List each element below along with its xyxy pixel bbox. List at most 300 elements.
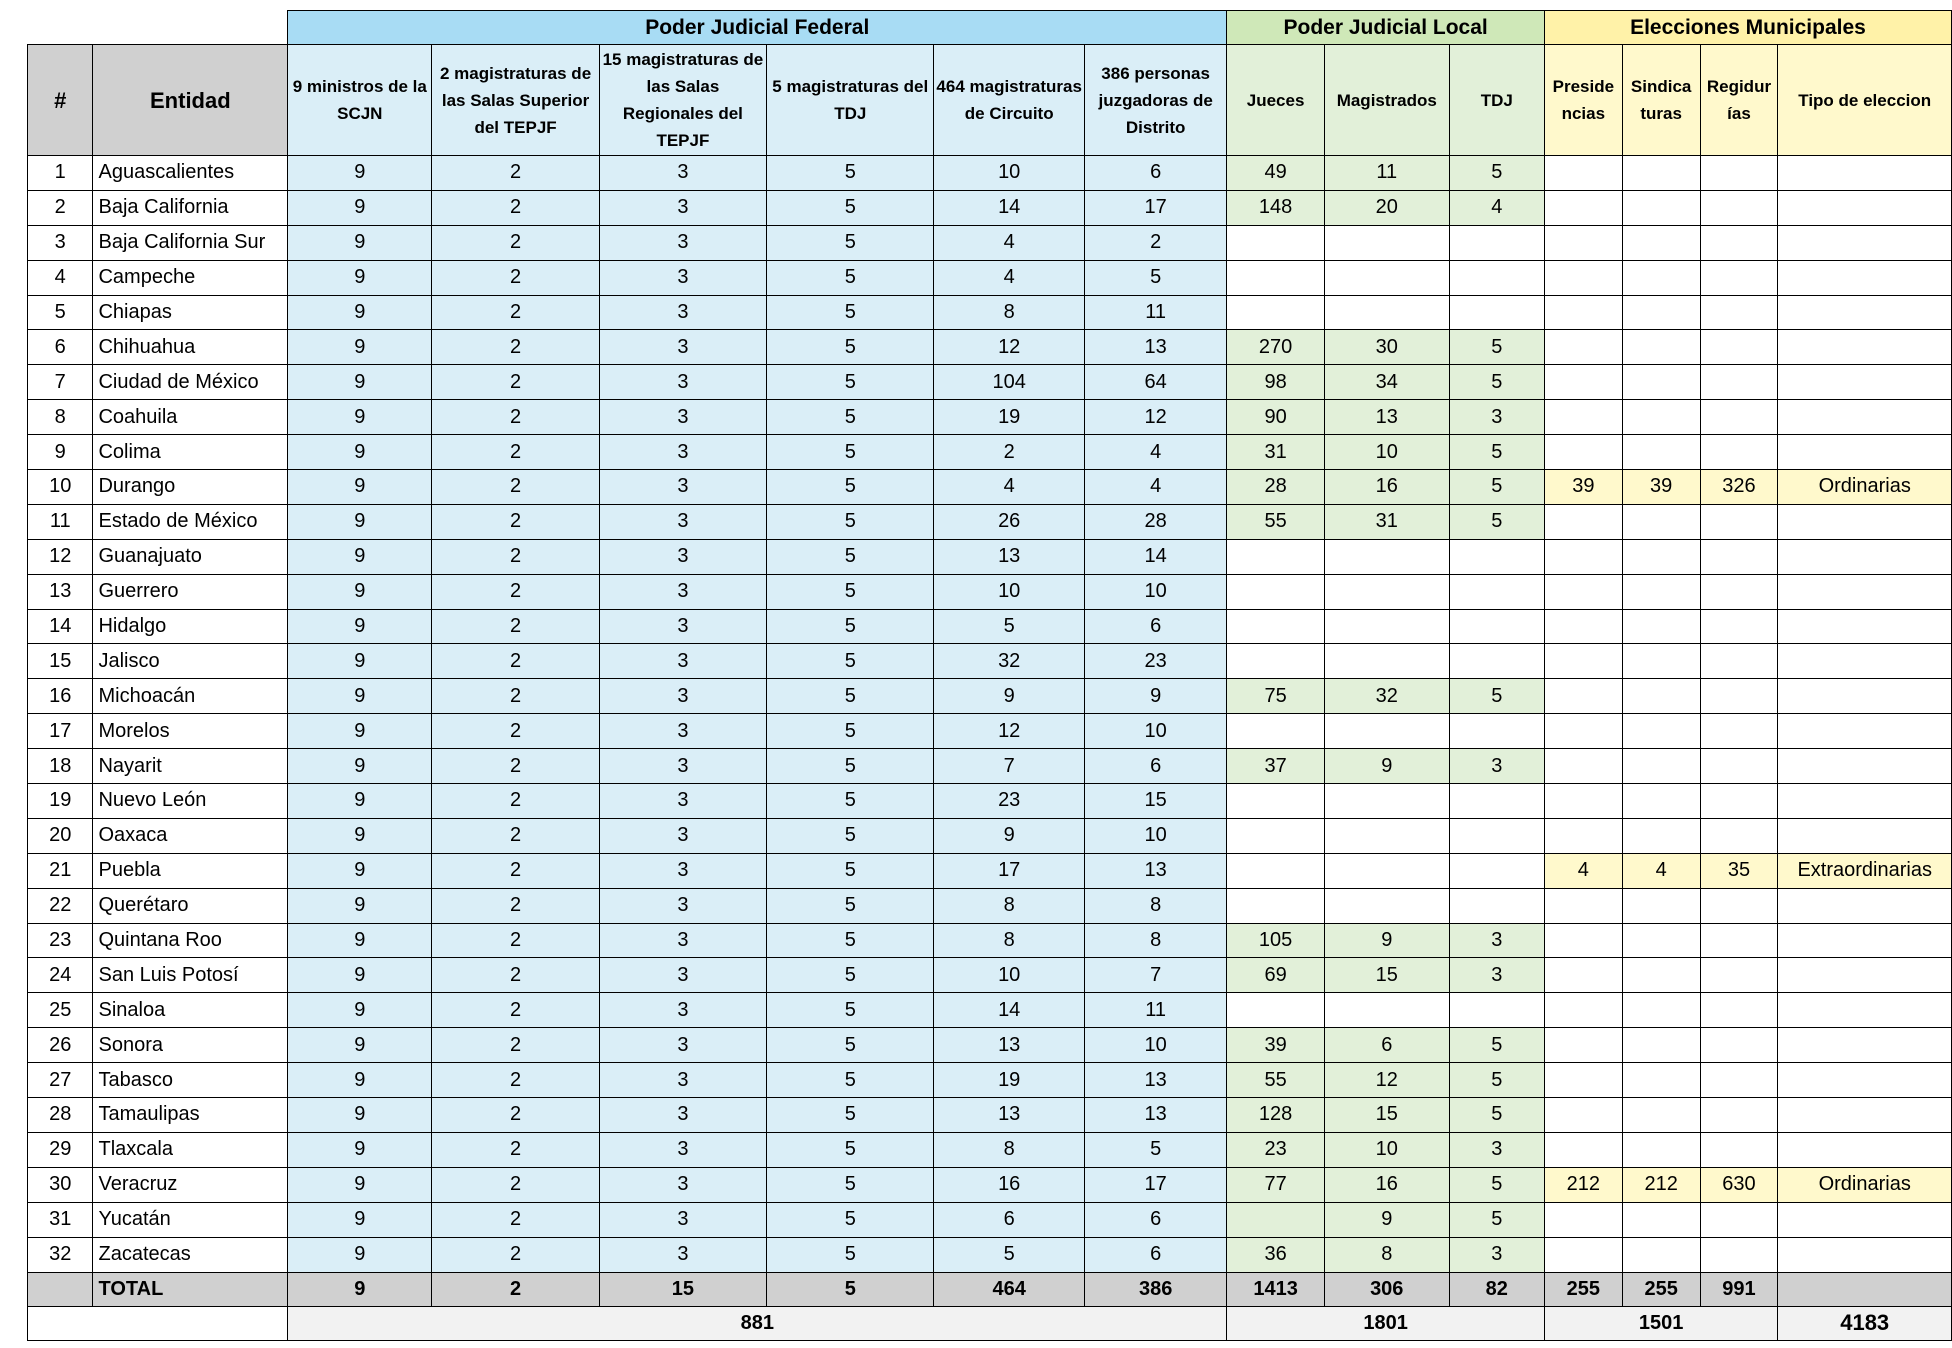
- table-cell: 39: [1227, 1028, 1325, 1063]
- row-number-cell: 17: [28, 714, 93, 749]
- table-cell: 5: [767, 504, 934, 539]
- table-cell: 9: [288, 295, 432, 330]
- entidad-cell: Guerrero: [93, 574, 288, 609]
- table-cell: 10: [934, 574, 1085, 609]
- table-cell: 9: [1324, 1202, 1449, 1237]
- table-cell: [1700, 784, 1778, 819]
- table-cell: 5: [767, 295, 934, 330]
- row-number-cell: 5: [28, 295, 93, 330]
- table-cell: 5: [1449, 1063, 1544, 1098]
- table-cell: 5: [767, 330, 934, 365]
- table-row: [28, 853, 1952, 888]
- table-cell: 2: [432, 958, 599, 993]
- table-cell: 9: [288, 156, 432, 191]
- header-regionales: 15 magistraturas de las Salas Regionales del TEPJF: [599, 45, 766, 156]
- table-row: [28, 295, 1952, 330]
- table-cell: [1544, 923, 1622, 958]
- entidad-cell: Tabasco: [93, 1063, 288, 1098]
- table-cell: [1700, 1098, 1778, 1133]
- table-cell: [1544, 609, 1622, 644]
- table-cell: [1700, 888, 1778, 923]
- table-cell: 5: [767, 1028, 934, 1063]
- table-cell: [1700, 156, 1778, 191]
- table-cell: [1622, 749, 1700, 784]
- table-cell: 5: [767, 1098, 934, 1133]
- table-cell: [1622, 1028, 1700, 1063]
- table-cell: [1449, 993, 1544, 1028]
- header-tdj-local: TDJ: [1449, 45, 1544, 156]
- table-cell: 16: [934, 1167, 1085, 1202]
- table-cell: [1778, 225, 1952, 260]
- table-cell: [1544, 156, 1622, 191]
- table-cell: [1449, 295, 1544, 330]
- table-cell: 104: [934, 365, 1085, 400]
- table-cell: 2: [432, 923, 599, 958]
- table-cell: 5: [767, 1237, 934, 1272]
- table-cell: 9: [288, 853, 432, 888]
- table-cell: 31: [1227, 435, 1325, 470]
- table-row: [28, 609, 1952, 644]
- table-cell: [1700, 504, 1778, 539]
- entidad-cell: Zacatecas: [93, 1237, 288, 1272]
- table-cell: 9: [288, 714, 432, 749]
- header-num: #: [28, 45, 93, 156]
- table-cell: 10: [1324, 435, 1449, 470]
- summary-grand-total: 4183: [1778, 1306, 1952, 1340]
- total-row: [28, 1272, 1952, 1306]
- entidad-cell: Yucatán: [93, 1202, 288, 1237]
- table-cell: 75: [1227, 679, 1325, 714]
- row-number-cell: 30: [28, 1167, 93, 1202]
- entidad-cell: Quintana Roo: [93, 923, 288, 958]
- table-cell: [1544, 330, 1622, 365]
- row-number-cell: 7: [28, 365, 93, 400]
- column-header-row: [28, 45, 1952, 156]
- table-cell: [1544, 539, 1622, 574]
- table-cell: [1700, 1237, 1778, 1272]
- table-cell: [1700, 400, 1778, 435]
- table-cell: [1544, 818, 1622, 853]
- entidad-cell: Nayarit: [93, 749, 288, 784]
- summary-local: 1801: [1227, 1306, 1545, 1340]
- table-cell: 15: [1324, 1098, 1449, 1133]
- table-cell: [1778, 435, 1952, 470]
- entidad-cell: Tamaulipas: [93, 1098, 288, 1133]
- table-cell: 30: [1324, 330, 1449, 365]
- header-entidad: Entidad: [93, 45, 288, 156]
- table-cell: 9: [1084, 679, 1226, 714]
- entidad-cell: Sinaloa: [93, 993, 288, 1028]
- entidad-cell: Querétaro: [93, 888, 288, 923]
- table-cell: [1622, 539, 1700, 574]
- row-number-cell: 15: [28, 644, 93, 679]
- table-cell: 9: [288, 749, 432, 784]
- table-cell: [1324, 853, 1449, 888]
- table-row: [28, 679, 1952, 714]
- table-cell: [1622, 993, 1700, 1028]
- table-row: [28, 1063, 1952, 1098]
- table-cell: [1622, 1237, 1700, 1272]
- table-cell: 3: [599, 749, 766, 784]
- table-cell: 9: [288, 504, 432, 539]
- table-cell: 5: [1449, 1167, 1544, 1202]
- row-number-cell: 8: [28, 400, 93, 435]
- table-cell: 9: [288, 1237, 432, 1272]
- table-cell: [1544, 679, 1622, 714]
- table-cell: 20: [1324, 190, 1449, 225]
- table-cell: [1449, 609, 1544, 644]
- table-cell: 2: [432, 1063, 599, 1098]
- table-cell: 5: [1449, 156, 1544, 191]
- table-cell: [1227, 260, 1325, 295]
- table-cell: [1778, 1132, 1952, 1167]
- table-cell: [1544, 365, 1622, 400]
- table-cell: [1227, 993, 1325, 1028]
- table-cell: 13: [1084, 1063, 1226, 1098]
- header-magistrados: Magistrados: [1324, 45, 1449, 156]
- entidad-cell: Baja California Sur: [93, 225, 288, 260]
- summary-municipal: 1501: [1544, 1306, 1777, 1340]
- table-cell: 12: [934, 714, 1085, 749]
- table-cell: 13: [1084, 853, 1226, 888]
- table-cell: [1700, 574, 1778, 609]
- table-cell: 3: [599, 1063, 766, 1098]
- row-number-cell: 2: [28, 190, 93, 225]
- table-cell: 5: [1084, 1132, 1226, 1167]
- table-cell: 5: [1449, 470, 1544, 505]
- header-tdj-federal: 5 magistraturas del TDJ: [767, 45, 934, 156]
- table-cell: [1544, 225, 1622, 260]
- row-number-cell: 29: [28, 1132, 93, 1167]
- table-row: [28, 644, 1952, 679]
- table-cell: 98: [1227, 365, 1325, 400]
- table-cell: [1778, 749, 1952, 784]
- table-cell: 6: [1084, 609, 1226, 644]
- table-cell: 3: [599, 888, 766, 923]
- table-cell: 326: [1700, 470, 1778, 505]
- table-cell: [1622, 225, 1700, 260]
- table-cell: 5: [767, 644, 934, 679]
- entidad-cell: Nuevo León: [93, 784, 288, 819]
- table-cell: [1544, 749, 1622, 784]
- table-cell: [1778, 818, 1952, 853]
- table-cell: 3: [599, 644, 766, 679]
- table-cell: 28: [1084, 504, 1226, 539]
- total-cell: 82: [1449, 1272, 1544, 1306]
- table-cell: 3: [599, 330, 766, 365]
- table-row: [28, 574, 1952, 609]
- table-cell: [1622, 504, 1700, 539]
- table-cell: 10: [1084, 1028, 1226, 1063]
- total-cell: 306: [1324, 1272, 1449, 1306]
- table-cell: 10: [1324, 1132, 1449, 1167]
- table-cell: [1700, 993, 1778, 1028]
- table-cell: 3: [1449, 923, 1544, 958]
- table-cell: 2: [432, 993, 599, 1028]
- table-cell: [1622, 818, 1700, 853]
- entidad-cell: Chihuahua: [93, 330, 288, 365]
- table-cell: 5: [767, 853, 934, 888]
- table-cell: 4: [1084, 435, 1226, 470]
- table-cell: 3: [599, 1167, 766, 1202]
- table-cell: 4: [934, 470, 1085, 505]
- table-cell: [1622, 609, 1700, 644]
- table-cell: 3: [1449, 958, 1544, 993]
- table-cell: 9: [288, 435, 432, 470]
- table-cell: 14: [934, 190, 1085, 225]
- table-cell: 105: [1227, 923, 1325, 958]
- table-cell: 5: [767, 225, 934, 260]
- entidad-cell: Jalisco: [93, 644, 288, 679]
- table-row: [28, 1167, 1952, 1202]
- table-cell: [1324, 609, 1449, 644]
- table-cell: 8: [934, 295, 1085, 330]
- table-cell: 6: [1084, 749, 1226, 784]
- table-cell: [1700, 923, 1778, 958]
- entidad-cell: Sonora: [93, 1028, 288, 1063]
- row-number-cell: 31: [28, 1202, 93, 1237]
- row-number-cell: 28: [28, 1098, 93, 1133]
- table-cell: 9: [288, 190, 432, 225]
- table-cell: [1778, 539, 1952, 574]
- table-cell: 2: [432, 609, 599, 644]
- table-cell: 5: [767, 260, 934, 295]
- table-cell: [1622, 190, 1700, 225]
- table-cell: 31: [1324, 504, 1449, 539]
- row-number-cell: 22: [28, 888, 93, 923]
- table-cell: [1700, 330, 1778, 365]
- total-cell: 386: [1084, 1272, 1226, 1306]
- table-cell: 9: [288, 888, 432, 923]
- table-cell: 49: [1227, 156, 1325, 191]
- entidad-cell: Morelos: [93, 714, 288, 749]
- table-row: [28, 1237, 1952, 1272]
- table-cell: 12: [1084, 400, 1226, 435]
- table-cell: [1778, 1028, 1952, 1063]
- entidad-cell: San Luis Potosí: [93, 958, 288, 993]
- table-cell: 3: [599, 1098, 766, 1133]
- table-cell: 15: [1324, 958, 1449, 993]
- table-cell: [1700, 958, 1778, 993]
- table-cell: 5: [1449, 435, 1544, 470]
- table-cell: 7: [934, 749, 1085, 784]
- table-cell: 5: [767, 1167, 934, 1202]
- table-cell: [1622, 923, 1700, 958]
- table-cell: 5: [767, 1063, 934, 1098]
- table-cell: 26: [934, 504, 1085, 539]
- table-cell: 2: [432, 295, 599, 330]
- table-cell: 2: [934, 435, 1085, 470]
- table-cell: [1544, 958, 1622, 993]
- table-cell: 23: [1084, 644, 1226, 679]
- table-cell: 5: [1449, 365, 1544, 400]
- table-cell: 37: [1227, 749, 1325, 784]
- table-cell: 3: [599, 295, 766, 330]
- table-cell: [1227, 714, 1325, 749]
- table-cell: 3: [1449, 400, 1544, 435]
- table-cell: [1227, 539, 1325, 574]
- entidad-cell: Chiapas: [93, 295, 288, 330]
- table-cell: [1700, 539, 1778, 574]
- table-cell: [1700, 260, 1778, 295]
- table-row: [28, 888, 1952, 923]
- table-cell: 3: [599, 225, 766, 260]
- table-cell: [1778, 609, 1952, 644]
- row-number-cell: 3: [28, 225, 93, 260]
- row-number-cell: 12: [28, 539, 93, 574]
- table-cell: 2: [432, 400, 599, 435]
- row-number-cell: 9: [28, 435, 93, 470]
- table-cell: 148: [1227, 190, 1325, 225]
- row-number-cell: 1: [28, 156, 93, 191]
- table-cell: 3: [599, 539, 766, 574]
- table-row: [28, 1098, 1952, 1133]
- table-cell: 11: [1324, 156, 1449, 191]
- table-row: [28, 330, 1952, 365]
- header-scjn: 9 ministros de la SCJN: [288, 45, 432, 156]
- table-cell: 5: [767, 749, 934, 784]
- total-cell: 2: [432, 1272, 599, 1306]
- table-cell: 6: [1324, 1028, 1449, 1063]
- table-cell: 9: [288, 1167, 432, 1202]
- table-row: [28, 400, 1952, 435]
- table-cell: [1324, 818, 1449, 853]
- table-cell: [1227, 225, 1325, 260]
- group-local: Poder Judicial Local: [1227, 11, 1545, 45]
- table-cell: 90: [1227, 400, 1325, 435]
- table-cell: 2: [432, 1202, 599, 1237]
- table-cell: [1622, 784, 1700, 819]
- table-cell: [1778, 1063, 1952, 1098]
- table-cell: 3: [599, 365, 766, 400]
- table-cell: 5: [767, 609, 934, 644]
- total-cell: 9: [288, 1272, 432, 1306]
- table-cell: [1544, 1237, 1622, 1272]
- header-superior: 2 magistraturas de las Salas Superior del TEPJF: [432, 45, 599, 156]
- table-cell: [1544, 260, 1622, 295]
- header-jueces: Jueces: [1227, 45, 1325, 156]
- table-cell: [1324, 225, 1449, 260]
- table-cell: [1544, 295, 1622, 330]
- table-cell: [1778, 400, 1952, 435]
- table-cell: 9: [288, 958, 432, 993]
- table-cell: 9: [288, 365, 432, 400]
- table-cell: 3: [599, 400, 766, 435]
- table-cell: 5: [767, 574, 934, 609]
- table-cell: 17: [1084, 190, 1226, 225]
- table-cell: 5: [767, 1132, 934, 1167]
- table-cell: [1778, 365, 1952, 400]
- table-cell: [1544, 400, 1622, 435]
- table-row: [28, 365, 1952, 400]
- entidad-cell: Campeche: [93, 260, 288, 295]
- table-cell: 5: [767, 1202, 934, 1237]
- table-row: [28, 1028, 1952, 1063]
- entidad-cell: Baja California: [93, 190, 288, 225]
- table-cell: [1324, 714, 1449, 749]
- table-cell: [1622, 958, 1700, 993]
- table-cell: 2: [1084, 225, 1226, 260]
- header-regidurias: Regidur ías: [1700, 45, 1778, 156]
- table-cell: 9: [934, 679, 1085, 714]
- table-cell: 2: [432, 784, 599, 819]
- table-cell: 9: [288, 923, 432, 958]
- row-number-cell: 14: [28, 609, 93, 644]
- table-cell: 13: [1324, 400, 1449, 435]
- total-label: TOTAL: [93, 1272, 288, 1306]
- entidad-cell: Puebla: [93, 853, 288, 888]
- table-cell: 3: [599, 1028, 766, 1063]
- table-cell: [1544, 888, 1622, 923]
- table-cell: [1544, 714, 1622, 749]
- group-municipal: Elecciones Municipales: [1544, 11, 1951, 45]
- table-cell: 55: [1227, 1063, 1325, 1098]
- table-cell: 77: [1227, 1167, 1325, 1202]
- table-cell: 5: [934, 1237, 1085, 1272]
- table-cell: [1227, 818, 1325, 853]
- table-cell: 2: [432, 156, 599, 191]
- table-cell: 3: [599, 435, 766, 470]
- row-number-cell: 23: [28, 923, 93, 958]
- table-cell: 3: [599, 260, 766, 295]
- table-cell: [1449, 888, 1544, 923]
- table-cell: 3: [1449, 749, 1544, 784]
- table-cell: [1622, 365, 1700, 400]
- table-row: [28, 923, 1952, 958]
- table-cell: 5: [1449, 1202, 1544, 1237]
- table-cell: 5: [767, 888, 934, 923]
- table-cell: 4: [1544, 853, 1622, 888]
- entidad-cell: Tlaxcala: [93, 1132, 288, 1167]
- table-cell: 64: [1084, 365, 1226, 400]
- table-cell: 14: [1084, 539, 1226, 574]
- table-cell: 9: [288, 818, 432, 853]
- table-cell: [1324, 539, 1449, 574]
- table-cell: 5: [767, 993, 934, 1028]
- table-cell: 3: [599, 958, 766, 993]
- table-cell: [1700, 714, 1778, 749]
- table-row: [28, 1202, 1952, 1237]
- table-cell: [1544, 1028, 1622, 1063]
- group-header-row: [28, 11, 1952, 45]
- row-number-cell: 18: [28, 749, 93, 784]
- table-cell: [1622, 156, 1700, 191]
- table-cell: 11: [1084, 295, 1226, 330]
- entidad-cell: Veracruz: [93, 1167, 288, 1202]
- table-cell: 17: [1084, 1167, 1226, 1202]
- table-cell: [1700, 365, 1778, 400]
- table-cell: 9: [288, 574, 432, 609]
- table-cell: [1449, 539, 1544, 574]
- table-cell: 10: [1084, 574, 1226, 609]
- table-cell: 13: [1084, 330, 1226, 365]
- table-cell: [1622, 1098, 1700, 1133]
- table-cell: 2: [432, 749, 599, 784]
- header-tipo: Tipo de eleccion: [1778, 45, 1952, 156]
- entidad-cell: Michoacán: [93, 679, 288, 714]
- table-cell: 3: [599, 156, 766, 191]
- row-number-cell: 32: [28, 1237, 93, 1272]
- table-cell: [1700, 609, 1778, 644]
- table-cell: 3: [599, 1132, 766, 1167]
- table-cell: [1449, 853, 1544, 888]
- entidad-cell: Estado de México: [93, 504, 288, 539]
- table-cell: 5: [767, 156, 934, 191]
- total-cell: 15: [599, 1272, 766, 1306]
- row-number-cell: 26: [28, 1028, 93, 1063]
- table-cell: 5: [1449, 1098, 1544, 1133]
- table-cell: 4: [1084, 470, 1226, 505]
